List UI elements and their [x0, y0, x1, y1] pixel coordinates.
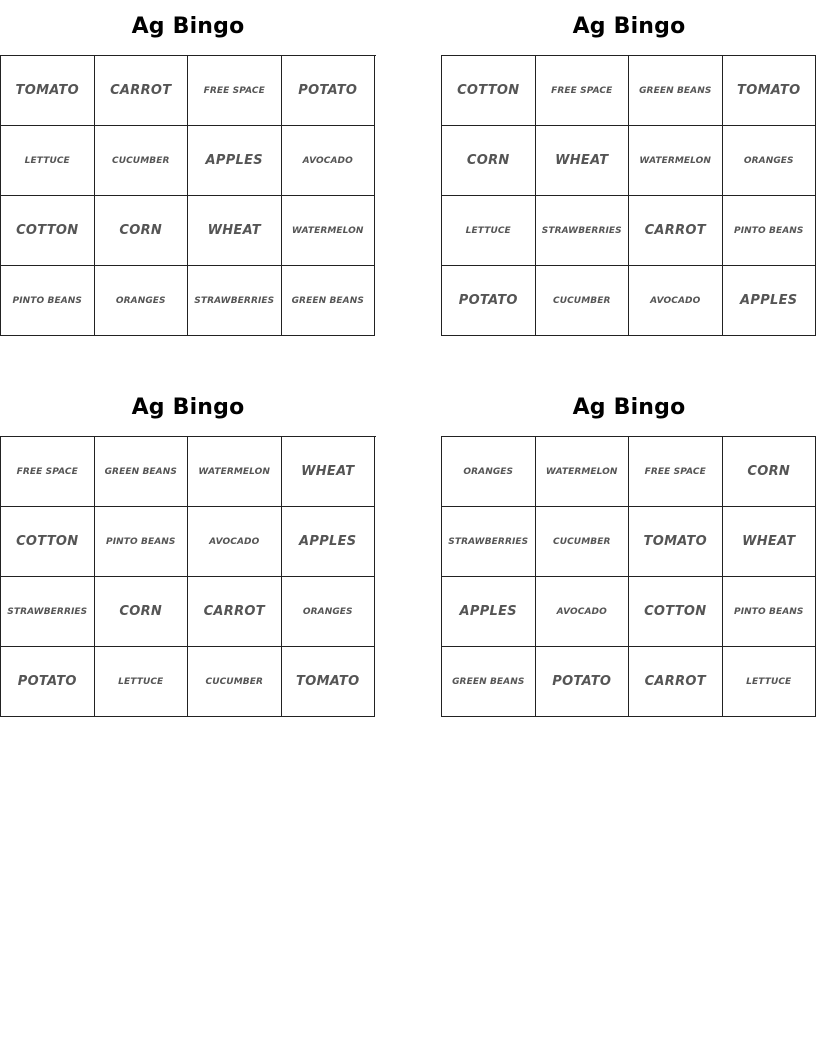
bingo-cell: APPLES [442, 577, 536, 647]
bingo-cell: TOMATO [629, 507, 723, 577]
bingo-cell: STRAWBERRIES [188, 266, 282, 336]
bingo-cell: CUCUMBER [188, 647, 282, 717]
bingo-cell: AVOCADO [188, 507, 282, 577]
bingo-cell: WHEAT [188, 196, 282, 266]
bingo-cell: TOMATO [723, 56, 816, 126]
bingo-cell: PINTO BEANS [95, 507, 189, 577]
bingo-cell: CUCUMBER [536, 507, 630, 577]
bingo-cell: POTATO [1, 647, 95, 717]
bingo-cell: LETTUCE [723, 647, 816, 717]
bingo-cell: CORN [95, 577, 189, 647]
bingo-cell: TOMATO [1, 56, 95, 126]
bingo-cell: APPLES [723, 266, 816, 336]
bingo-cell: GREEN BEANS [95, 437, 189, 507]
bingo-cell: CUCUMBER [95, 126, 189, 196]
bingo-cell: CORN [723, 437, 816, 507]
bingo-cell: PINTO BEANS [723, 577, 816, 647]
bingo-cell: FREE SPACE [188, 56, 282, 126]
bingo-cell: ORANGES [723, 126, 816, 196]
bingo-cell: COTTON [629, 577, 723, 647]
bingo-cell: POTATO [536, 647, 630, 717]
bingo-cell: COTTON [1, 196, 95, 266]
bingo-grid [441, 55, 816, 336]
bingo-card-4 [441, 391, 816, 717]
bingo-cell: APPLES [188, 126, 282, 196]
bingo-cell: WHEAT [282, 437, 376, 507]
bingo-cell: AVOCADO [282, 126, 376, 196]
bingo-cell: CARROT [629, 647, 723, 717]
bingo-cell: CUCUMBER [536, 266, 630, 336]
bingo-cell: WATERMELON [536, 437, 630, 507]
bingo-cell: PINTO BEANS [723, 196, 816, 266]
bingo-cell: COTTON [442, 56, 536, 126]
bingo-cell: CARROT [188, 577, 282, 647]
bingo-cell: PINTO BEANS [1, 266, 95, 336]
bingo-card-2 [441, 10, 816, 336]
bingo-cell: TOMATO [282, 647, 376, 717]
bingo-cell: CORN [95, 196, 189, 266]
bingo-cell: AVOCADO [629, 266, 723, 336]
bingo-cell: APPLES [282, 507, 376, 577]
bingo-cell: STRAWBERRIES [1, 577, 95, 647]
card-title: Ag Bingo [131, 14, 245, 39]
bingo-cell: FREE SPACE [629, 437, 723, 507]
bingo-cell: WATERMELON [282, 196, 376, 266]
card-title: Ag Bingo [572, 395, 686, 420]
bingo-cell: GREEN BEANS [629, 56, 723, 126]
bingo-grid [0, 55, 376, 336]
bingo-cell: WHEAT [723, 507, 816, 577]
bingo-cell: FREE SPACE [536, 56, 630, 126]
bingo-cell: POTATO [282, 56, 376, 126]
bingo-cell: AVOCADO [536, 577, 630, 647]
bingo-cell: STRAWBERRIES [442, 507, 536, 577]
bingo-cell: GREEN BEANS [442, 647, 536, 717]
bingo-cell: COTTON [1, 507, 95, 577]
bingo-cell: STRAWBERRIES [536, 196, 630, 266]
bingo-card-3 [0, 391, 376, 717]
bingo-cell: LETTUCE [1, 126, 95, 196]
bingo-grid [0, 436, 376, 717]
bingo-cell: ORANGES [282, 577, 376, 647]
bingo-cell: GREEN BEANS [282, 266, 376, 336]
bingo-cell: ORANGES [95, 266, 189, 336]
bingo-cell: CARROT [95, 56, 189, 126]
bingo-cell: LETTUCE [95, 647, 189, 717]
bingo-grid [441, 436, 816, 717]
bingo-cell: WHEAT [536, 126, 630, 196]
bingo-cell: CARROT [629, 196, 723, 266]
bingo-card-1 [0, 10, 376, 336]
card-title: Ag Bingo [572, 14, 686, 39]
bingo-cell: WATERMELON [188, 437, 282, 507]
bingo-cell: POTATO [442, 266, 536, 336]
card-title: Ag Bingo [131, 395, 245, 420]
bingo-cell: LETTUCE [442, 196, 536, 266]
bingo-cell: CORN [442, 126, 536, 196]
bingo-cell: FREE SPACE [1, 437, 95, 507]
bingo-cell: ORANGES [442, 437, 536, 507]
bingo-cell: WATERMELON [629, 126, 723, 196]
